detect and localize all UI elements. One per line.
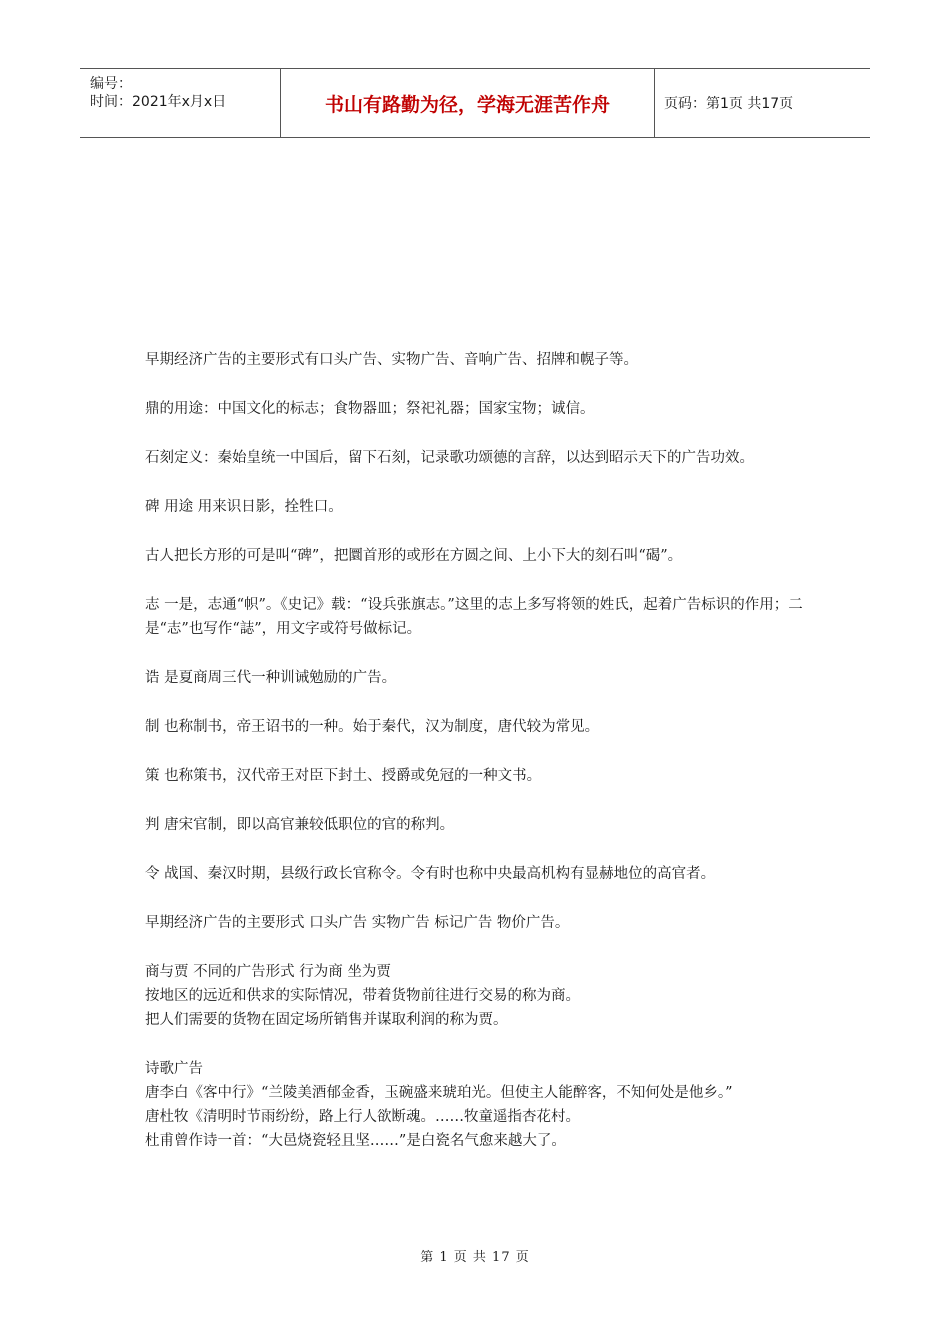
poetry-heading: 诗歌广告 (145, 1061, 203, 1077)
paragraph: 制 也称制书，帝王诏书的一种。始于秦代，汉为制度，唐代较为常见。 (145, 719, 600, 735)
paragraph: 诰 是夏商周三代一种训诫勉励的广告。 (145, 670, 397, 686)
document-body (145, 348, 810, 1153)
paragraph: 石刻定义：秦始皇统一中国后，留下石刻，记录歌功颂德的言辞，以达到昭示天下的广告功效。 (145, 450, 754, 466)
poetry-line: 唐杜牧《清明时节雨纷纷，路上行人欲断魂。……牧童遥指杏花村。 (145, 1109, 580, 1125)
paragraph: 古人把长方形的可是叫“碑”，把圜首形的或形在方圆之间、上小下大的刻石叫“碣”。 (145, 548, 683, 564)
merchant-line: 把人们需要的货物在固定场所销售并谋取利润的称为贾。 (145, 1012, 508, 1028)
time-label: 时间：2021年x月x日 (90, 94, 227, 110)
merchant-line: 按地区的远近和供求的实际情况，带着货物前往进行交易的称为商。 (145, 988, 580, 1004)
paragraph: 鼎的用途：中国文化的标志；食物器皿；祭祀礼器；国家宝物；诚信。 (145, 401, 595, 417)
poetry-line: 杜甫曾作诗一首：“大邑烧瓷轻且坚……”是白瓷名气愈来越大了。 (145, 1133, 566, 1149)
paragraph: 令 战国、秦汉时期，县级行政长官称令。令有时也称中央最高机构有显赫地位的高官者。 (145, 866, 716, 882)
poetry-line: 唐李白《客中行》“兰陵美酒郁金香，玉碗盛来琥珀光。但使主人能醉客，不知何处是他乡。” (145, 1085, 733, 1101)
paragraph: 志 一是，志通“帜”。《史记》载：“设兵张旗志。”这里的志上多写将领的姓氏，起着广告标识的作用；二是“志”也写作“誌”，用文字或符号做标记。 (145, 597, 803, 637)
paragraph: 策 也称策书，汉代帝王对臣下封土、授爵或免冠的一种文书。 (145, 768, 542, 784)
page-footer: 第 1 页 共 17 页 (420, 1250, 530, 1265)
number-label: 编号： (90, 76, 132, 92)
merchant-heading: 商与贾 不同的广告形式 行为商 坐为贾 (145, 964, 391, 980)
header-meta-cell (80, 69, 281, 137)
page-label: 页码：第1页 共17页 (664, 96, 794, 112)
paragraph: 碑 用途 用来识日影，拴牲口。 (145, 499, 343, 515)
poetry-section (145, 1057, 810, 1153)
paragraph: 早期经济广告的主要形式 口头广告 实物广告 标记广告 物价广告。 (145, 915, 570, 931)
header-table (80, 68, 870, 138)
merchant-section (145, 960, 810, 1032)
motto: 书山有路勤为径，学海无涯苦作舟 (281, 69, 655, 137)
paragraph: 判 唐宋官制，即以高官兼较低职位的官的称判。 (145, 817, 455, 833)
paragraph: 早期经济广告的主要形式有口头广告、实物广告、音响广告、招牌和幌子等。 (145, 352, 638, 368)
